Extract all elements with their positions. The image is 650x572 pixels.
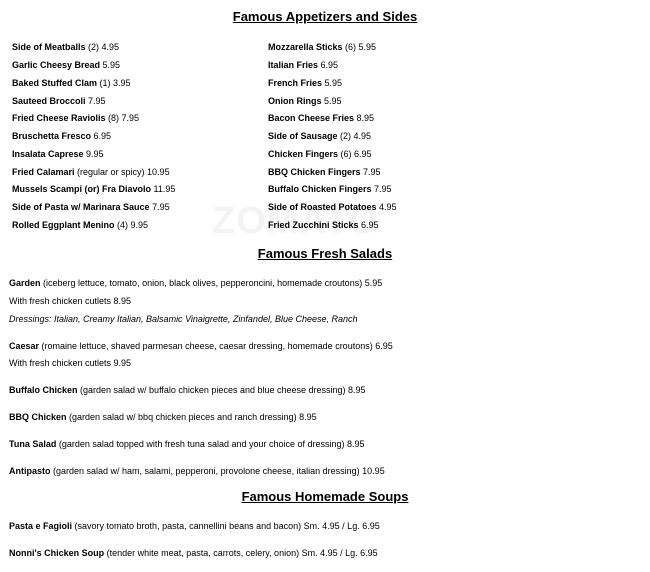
- item-name: Baked Stuffed Clam: [12, 78, 98, 88]
- item-detail: 5.95: [322, 78, 343, 88]
- soup-fagioli: [9, 520, 380, 532]
- salad-caesar: [9, 340, 393, 352]
- item-detail: (1) 3.95: [97, 78, 131, 88]
- appetizer-item: [12, 77, 131, 89]
- salad-dressings: Dressings: Italian, Creamy Italian, Balsamic Vinaigrette, Zinfandel, Blue Cheese, Ranch: [9, 314, 358, 324]
- item-name: French Fries: [268, 78, 323, 88]
- item-name: Antipasto: [9, 466, 51, 476]
- salad-caesar-extra: With fresh chicken cutlets 9.95: [9, 358, 132, 368]
- item-detail: 5.95: [100, 60, 121, 70]
- appetizer-item: [12, 148, 104, 160]
- side-item: [268, 130, 371, 142]
- side-item: [268, 166, 381, 178]
- item-detail: (romaine lettuce, shaved parmesan cheese, caesar dressing, homemade croutons) 6.95: [39, 341, 393, 351]
- item-name: Insalata Caprese: [12, 149, 84, 159]
- item-name: Rolled Eggplant Menino: [12, 220, 115, 230]
- item-detail: (garden salad topped with fresh tuna salad and your choice of dressing) 8.95: [56, 439, 365, 449]
- appetizer-item: [12, 112, 139, 124]
- item-name: Mussels Scampi (or) Fra Diavolo: [12, 184, 152, 194]
- item-name: Pasta e Fagioli: [9, 521, 73, 531]
- item-detail: (iceberg lettuce, tomato, onion, black olives, pepperoncini, homemade croutons) 5.95: [40, 278, 383, 288]
- side-item: [268, 77, 342, 89]
- item-name: Chicken Fingers: [268, 149, 339, 159]
- salads-heading: Famous Fresh Salads: [257, 246, 393, 261]
- item-detail: 6.95: [358, 220, 379, 230]
- soups-heading: Famous Homemade Soups: [241, 489, 409, 504]
- item-name: Garden: [9, 278, 41, 288]
- item-detail: 7.95: [360, 167, 381, 177]
- side-item: [268, 219, 379, 231]
- item-name: Fried Cheese Raviolis: [12, 113, 106, 123]
- appetizer-item: [12, 59, 120, 71]
- item-name: BBQ Chicken Fingers: [268, 167, 361, 177]
- item-detail: (garden salad w/ buffalo chicken pieces and blue cheese dressing) 8.95: [77, 385, 366, 395]
- salad-antipasto: [9, 465, 385, 477]
- item-name: Onion Rings: [268, 96, 322, 106]
- side-item: [268, 148, 372, 160]
- item-detail: (savory tomato broth, pasta, cannellini beans and bacon) Sm. 4.95 / Lg. 6.95: [72, 521, 380, 531]
- item-name: Bacon Cheese Fries: [268, 113, 355, 123]
- item-name: Side of Sausage: [268, 131, 338, 141]
- item-detail: 5.95: [321, 96, 342, 106]
- soup-chicken: [9, 547, 378, 559]
- item-name: Nonni's Chicken Soup: [9, 548, 105, 558]
- item-detail: 11.95: [151, 184, 176, 194]
- salad-bbq: [9, 411, 317, 423]
- item-detail: (garden salad w/ ham, salami, pepperoni, provolone cheese, italian dressing) 10.95: [50, 466, 385, 476]
- item-detail: (2) 4.95: [337, 131, 372, 141]
- appetizer-item: [12, 130, 111, 142]
- item-detail: (6) 5.95: [342, 42, 377, 52]
- item-name: Bruschetta Fresco: [12, 131, 92, 141]
- appetizer-item: [12, 95, 106, 107]
- item-detail: 6.95: [91, 131, 112, 141]
- salad-garden: [9, 277, 382, 289]
- appetizer-item: [12, 166, 170, 178]
- item-name: Fried Zucchini Sticks: [268, 220, 359, 230]
- item-detail: (garden salad w/ bbq chicken pieces and ranch dressing) 8.95: [66, 412, 317, 422]
- item-name: Buffalo Chicken: [9, 385, 78, 395]
- item-detail: (8) 7.95: [105, 113, 140, 123]
- side-item: [268, 59, 338, 71]
- appetizer-item: [12, 183, 175, 195]
- item-name: Sauteed Broccoli: [12, 96, 86, 106]
- item-name: Tuna Salad: [9, 439, 57, 449]
- item-name: BBQ Chicken: [9, 412, 67, 422]
- side-item: [268, 95, 342, 107]
- item-name: Buffalo Chicken Fingers: [268, 184, 372, 194]
- item-name: Side of Roasted Potatoes: [268, 202, 377, 212]
- item-name: Italian Fries: [268, 60, 319, 70]
- side-item: [268, 41, 376, 53]
- appetizer-item: [12, 219, 148, 231]
- item-name: Side of Pasta w/ Marinara Sauce: [12, 202, 150, 212]
- item-detail: (tender white meat, pasta, carrots, celery, onion) Sm. 4.95 / Lg. 6.95: [104, 548, 378, 558]
- item-name: Caesar: [9, 341, 40, 351]
- item-detail: 7.95: [149, 202, 170, 212]
- item-detail: 8.95: [354, 113, 375, 123]
- item-detail: (4) 9.95: [114, 220, 149, 230]
- item-detail: 4.95: [376, 202, 397, 212]
- side-item: [268, 201, 397, 213]
- salad-garden-extra: With fresh chicken cutlets 8.95: [9, 296, 132, 306]
- side-item: [268, 112, 374, 124]
- appetizer-item: [12, 201, 170, 213]
- salad-buffalo: [9, 384, 366, 396]
- item-detail: 7.95: [85, 96, 106, 106]
- item-detail: (2) 4.95: [85, 42, 120, 52]
- item-name: Garlic Cheesy Bread: [12, 60, 101, 70]
- item-name: Mozzarella Sticks: [268, 42, 343, 52]
- item-detail: 9.95: [83, 149, 104, 159]
- item-detail: (6) 6.95: [338, 149, 372, 159]
- item-name: Side of Meatballs: [12, 42, 86, 52]
- item-name: Fried Calamari: [12, 167, 75, 177]
- item-detail: 7.95: [371, 184, 392, 194]
- salad-tuna: [9, 438, 365, 450]
- item-detail: 6.95: [318, 60, 339, 70]
- side-item: [268, 183, 392, 195]
- appetizers-heading: Famous Appetizers and Sides: [232, 9, 418, 24]
- appetizer-item: [12, 41, 119, 53]
- item-detail: (regular or spicy) 10.95: [74, 167, 170, 177]
